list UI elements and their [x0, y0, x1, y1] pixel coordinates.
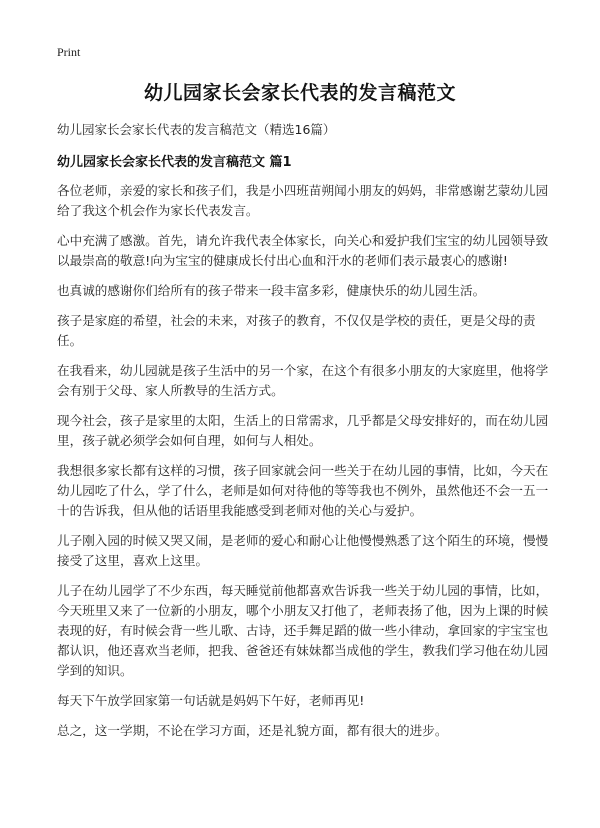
print-label: Print	[57, 45, 81, 59]
document-subtitle: 幼儿园家长会家长代表的发言稿范文（精选16篇）	[57, 122, 336, 137]
paragraph: 儿子在幼儿园学了不少东西，每天睡觉前他都喜欢告诉我一些关于幼儿园的事情，比如，今天班里又来了一位新的小朋友，哪个小朋友又打他了，老师表扬了他，因为上课的时候表现的好，有时候会背一些儿歌、古诗，还手舞足蹈的做一些小律动，拿回家的宇宝宝也都认识，他还喜欢当老师，把我、爸爸还有妹妹都当成他的学生，教我们学习他在幼儿园学到的知识。	[57, 583, 549, 678]
paragraph: 我想很多家长都有这样的习惯，孩子回家就会问一些关于在幼儿园的事情，比如，今天在幼儿园吃了什么，学了什么，老师是如何对待他的等等我也不例外，虽然他还不会一五一十的告诉我，但从他的话语里我能感受到老师对他的关心与爱护。	[57, 463, 549, 518]
paragraph: 孩子是家庭的希望，社会的未来，对孩子的教育，不仅仅是学校的责任，更是父母的责任。	[57, 313, 536, 348]
paragraph: 在我看来，幼儿园就是孩子生活中的另一个家，在这个有很多小朋友的大家庭里，他将学会有别于父母、家人所教导的生活方式。	[57, 363, 549, 398]
paragraph: 现今社会，孩子是家里的太阳，生活上的日常需求，几乎都是父母安排好的，而在幼儿园里，孩子就必须学会如何自理，如何与人相处。	[57, 413, 549, 448]
paragraph: 各位老师，亲爱的家长和孩子们，我是小四班苗朔闻小朋友的妈妈，非常感谢艺蒙幼儿园给了我这个机会作为家长代表发言。	[57, 183, 549, 218]
paragraph: 心中充满了感激。首先，请允许我代表全体家长，向关心和爱护我们宝宝的幼儿园领导致以最崇高的敬意!向为宝宝的健康成长付出心血和汗水的老师们表示最衷心的感谢!	[57, 233, 549, 268]
document-title: 幼儿园家长会家长代表的发言稿范文	[143, 82, 456, 104]
paragraph: 儿子刚入园的时候又哭又闹，是老师的爱心和耐心让他慢慢熟悉了这个陌生的环境，慢慢接受了这里，喜欢上这里。	[57, 533, 549, 568]
paragraph: 总之，这一学期，不论在学习方面，还是礼貌方面，都有很大的进步。	[57, 723, 448, 738]
paragraph: 也真诚的感谢你们给所有的孩子带来一段丰富多彩，健康快乐的幼儿园生活。	[57, 283, 486, 298]
section-heading: 幼儿园家长会家长代表的发言稿范文 篇1	[57, 155, 292, 170]
document-body	[57, 181, 557, 751]
paragraph: 每天下午放学回家第一句话就是妈妈下午好，老师再见!	[57, 693, 365, 708]
